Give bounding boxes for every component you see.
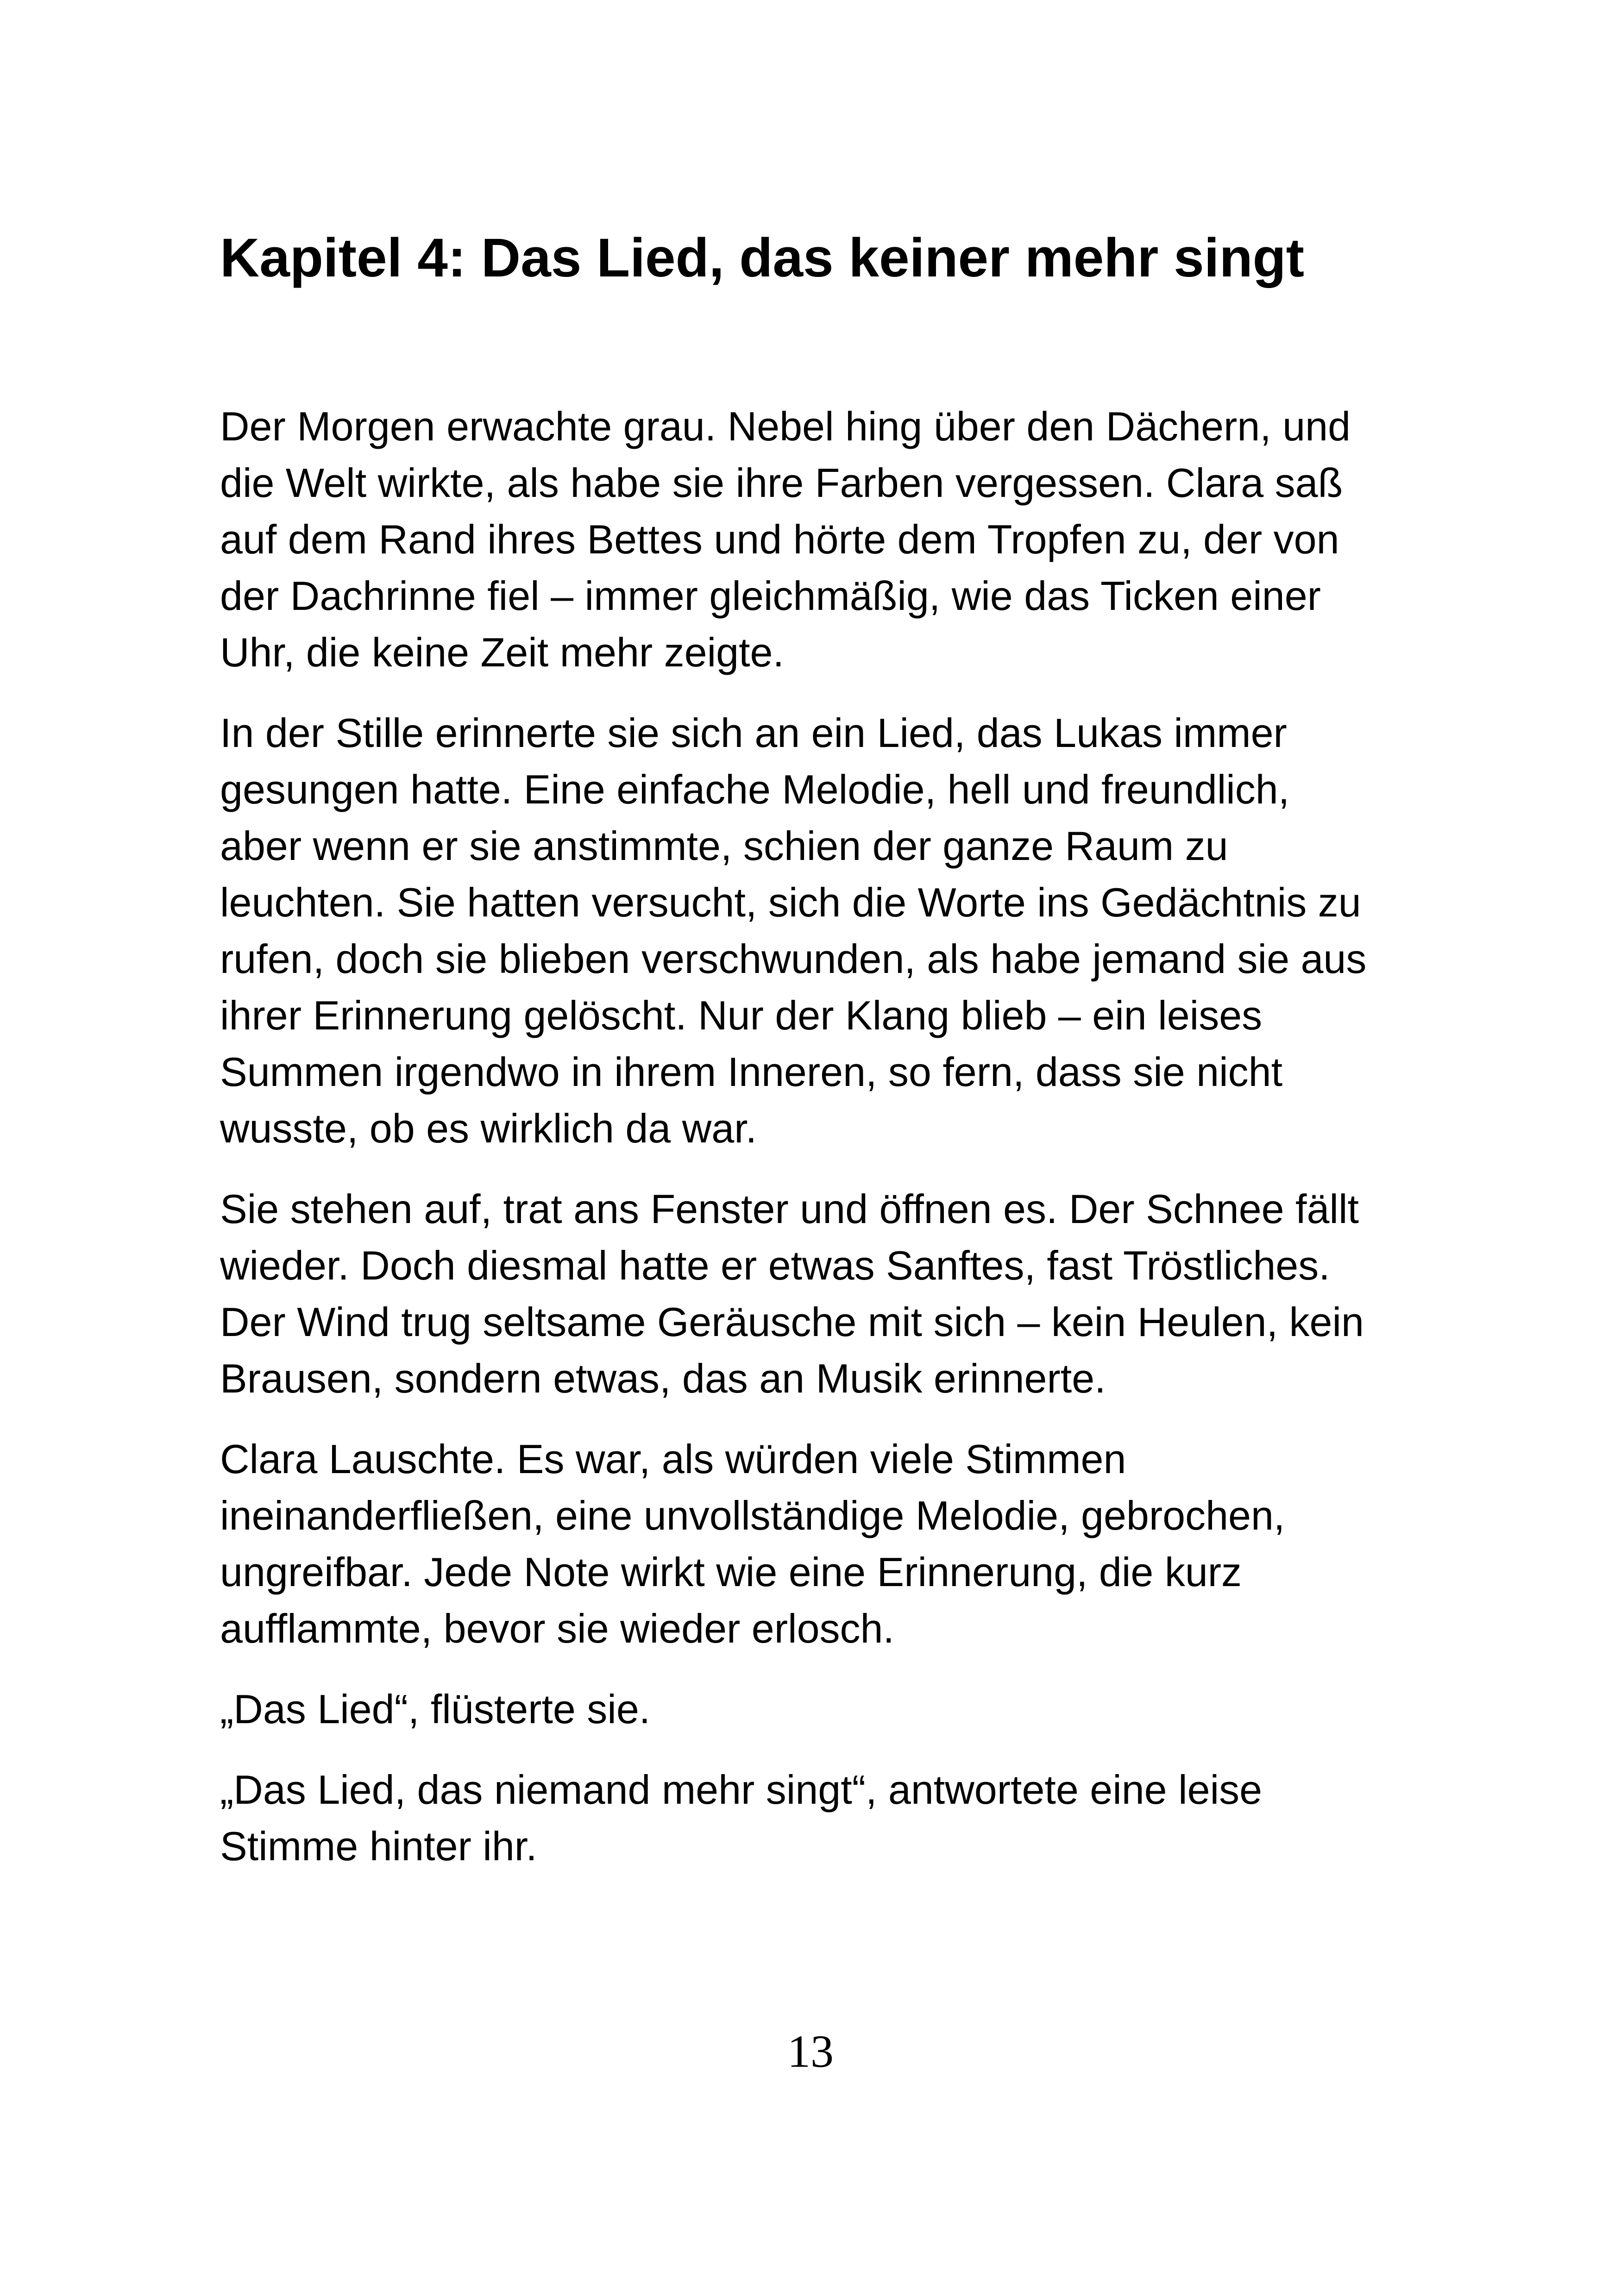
paragraph-3	[220, 1181, 1424, 1407]
page-number: 13	[787, 2026, 834, 2077]
text-line: ungreifbar. Jede Note wirkt wie eine Erinnerung, die kurz	[220, 1549, 1242, 1595]
text-line: In der Stille erinnerte sie sich an ein Lied, das Lukas immer	[220, 710, 1287, 756]
text-line: Brausen, sondern etwas, das an Musik erinnerte.	[220, 1355, 1106, 1401]
text-line: aufflammte, bevor sie wieder erlosch.	[220, 1606, 894, 1651]
paragraph-1	[220, 398, 1424, 681]
text-line: wieder. Doch diesmal hatte er etwas Sanftes, fast Tröstliches.	[220, 1242, 1330, 1288]
text-line: Summen irgendwo in ihrem Inneren, so fern, dass sie nicht	[220, 1049, 1283, 1095]
text-line: gesungen hatte. Eine einfache Melodie, hell und freundlich,	[220, 766, 1290, 812]
text-line: Der Morgen erwachte grau. Nebel hing über den Dächern, und	[220, 403, 1351, 449]
text-line: Stimme hinter ihr.	[220, 1823, 537, 1869]
text-line: die Welt wirkte, als habe sie ihre Farben vergessen. Clara saß	[220, 460, 1343, 506]
text-line: leuchten. Sie hatten versucht, sich die Worte ins Gedächtnis zu	[220, 879, 1361, 925]
text-line: Der Wind trug seltsame Geräusche mit sich – kein Heulen, kein	[220, 1299, 1364, 1345]
chapter-body	[220, 398, 1424, 1899]
text-line: Sie stehen auf, trat ans Fenster und öffnen es. Der Schnee fällt	[220, 1186, 1359, 1232]
paragraph-4	[220, 1431, 1424, 1657]
text-line: rufen, doch sie blieben verschwunden, als habe jemand sie aus	[220, 936, 1367, 982]
text-line: Uhr, die keine Zeit mehr zeigte.	[220, 629, 784, 675]
text-line: ihrer Erinnerung gelöscht. Nur der Klang blieb – ein leises	[220, 992, 1263, 1038]
paragraph-6	[220, 1762, 1424, 1875]
paragraph-2	[220, 705, 1424, 1157]
text-line: auf dem Rand ihres Bettes und hörte dem Tropfen zu, der von	[220, 516, 1339, 562]
text-line: „Das Lied“, flüsterte sie.	[220, 1686, 651, 1732]
text-line: wusste, ob es wirklich da war.	[220, 1105, 757, 1151]
paragraph-5	[220, 1681, 1424, 1738]
text-line: der Dachrinne fiel – immer gleichmäßig, wie das Ticken einer	[220, 573, 1321, 619]
chapter-title: Kapitel 4: Das Lied, das keiner mehr singt	[220, 227, 1305, 289]
text-line: ineinanderfließen, eine unvollständige Melodie, gebrochen,	[220, 1493, 1285, 1538]
text-line: Clara Lauschte. Es war, als würden viele Stimmen	[220, 1436, 1126, 1482]
text-line: aber wenn er sie anstimmte, schien der ganze Raum zu	[220, 823, 1228, 869]
text-line: „Das Lied, das niemand mehr singt“, antwortete eine leise	[220, 1767, 1263, 1813]
